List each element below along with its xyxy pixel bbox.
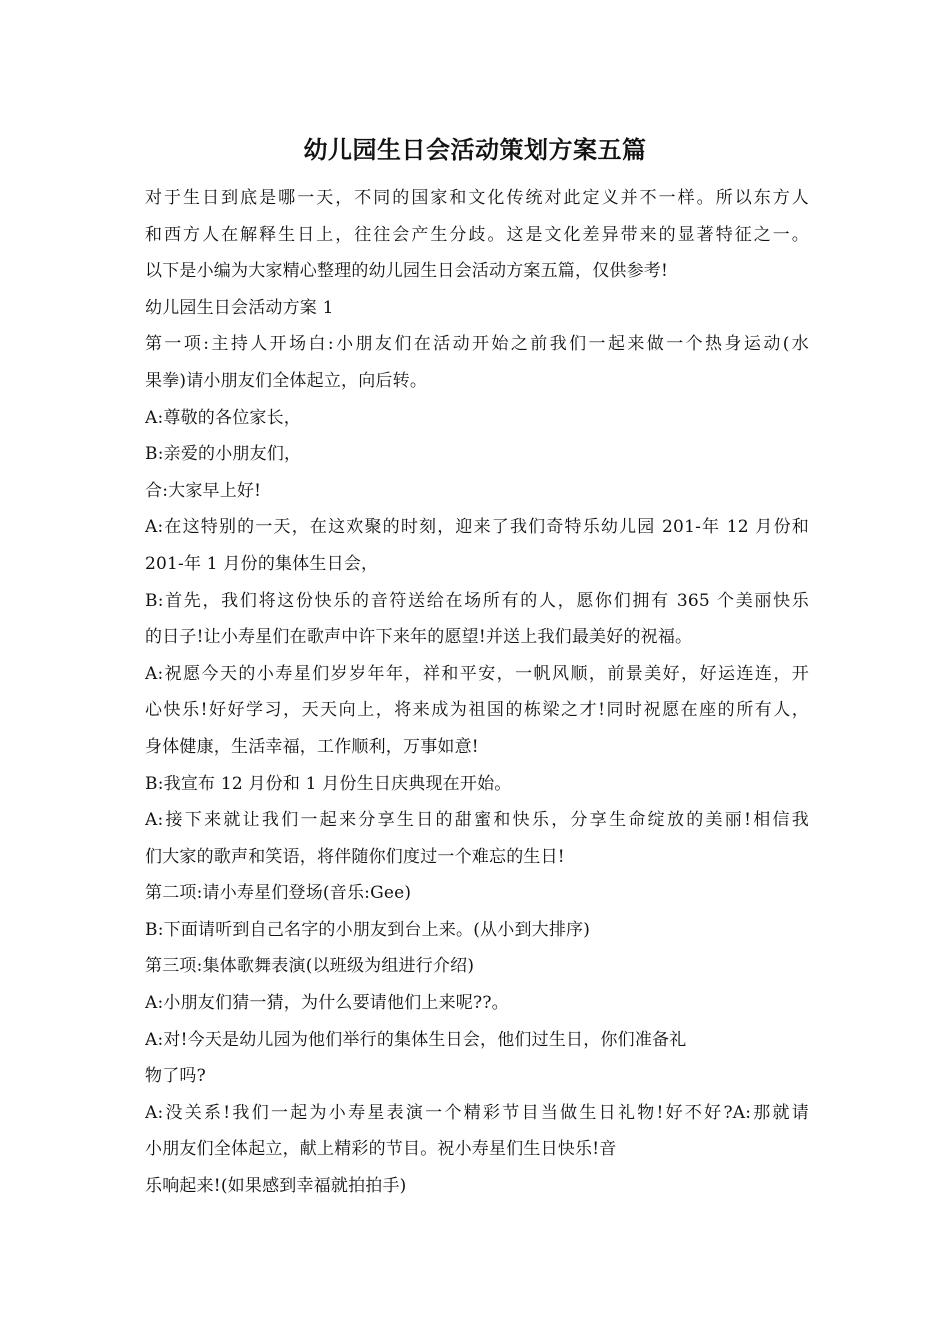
- document-body: [145, 180, 809, 1205]
- paragraph-line: 果拳)请小朋友们全体起立，向后转。: [145, 370, 428, 391]
- dialogue-line: 小朋友们全体起立，献上精彩的节目。祝小寿星们生日快乐!音: [145, 1139, 617, 1160]
- paragraph-line: 和西方人在解释生日上，往往会产生分歧。这是文化差异带来的显著特征之一。: [145, 224, 809, 245]
- dialogue-line: A:接下来就让我们一起来分享生日的甜蜜和快乐，分享生命绽放的美丽!相信我: [145, 810, 809, 831]
- dialogue-line: A:在这特别的一天，在这欢聚的时刻，迎来了我们奇特乐幼儿园 201-年 12 月份和: [145, 517, 809, 538]
- dialogue-line: A:尊敬的各位家长，: [145, 407, 302, 428]
- dialogue-line: B:首先，我们将这份快乐的音符送给在场所有的人，愿你们拥有 365 个美丽快乐: [145, 590, 809, 611]
- dialogue-line: 合:大家早上好!: [145, 480, 262, 501]
- dialogue-line: 心快乐!好好学习，天天向上，将来成为祖国的栋梁之才!同时祝愿在座的所有人，: [145, 700, 809, 721]
- document-title: 幼儿园生日会活动策划方案五篇: [303, 135, 647, 164]
- dialogue-line: 乐响起来!(如果感到幸福就拍拍手): [145, 1176, 407, 1197]
- dialogue-line: 的日子!让小寿星们在歌声中许下来年的愿望!并送上我们最美好的祝福。: [145, 627, 693, 648]
- dialogue-line: A:小朋友们猜一猜，为什么要请他们上来呢??。: [145, 993, 509, 1014]
- paragraph-line: 以下是小编为大家精心整理的幼儿园生日会活动方案五篇，仅供参考!: [145, 261, 669, 282]
- dialogue-line: A:祝愿今天的小寿星们岁岁年年，祥和平安，一帆风顺，前景美好，好运连连，开: [145, 663, 809, 684]
- section-item: 第二项:请小寿星们登场(音乐:Gee): [145, 883, 412, 904]
- section-item: 第三项:集体歌舞表演(以班级为组进行介绍): [145, 956, 475, 977]
- dialogue-line: B:亲爱的小朋友们，: [145, 444, 302, 465]
- dialogue-line: A:没关系!我们一起为小寿星表演一个精彩节目当做生日礼物!好不好?A:那就请: [145, 1102, 809, 1123]
- dialogue-line: 物了吗?: [145, 1066, 206, 1087]
- paragraph-line: 第一项:主持人开场白:小朋友们在活动开始之前我们一起来做一个热身运动(水: [145, 334, 809, 355]
- dialogue-line: 201-年 1 月份的集体生日会，: [145, 553, 379, 574]
- section-heading: 幼儿园生日会活动方案 1: [145, 297, 334, 318]
- paragraph-line: 对于生日到底是哪一天，不同的国家和文化传统对此定义并不一样。所以东方人: [145, 188, 809, 208]
- dialogue-line: B:我宣布 12 月份和 1 月份生日庆典现在开始。: [145, 773, 512, 794]
- dialogue-line: A:对!今天是幼儿园为他们举行的集体生日会，他们过生日，你们准备礼: [145, 1029, 687, 1050]
- dialogue-line: 身体健康，生活幸福，工作顺利，万事如意!: [145, 736, 479, 757]
- dialogue-line: B:下面请听到自己名字的小朋友到台上来。(从小到大排序): [145, 919, 591, 940]
- dialogue-line: 们大家的歌声和笑语，将伴随你们度过一个难忘的生日!: [145, 846, 565, 867]
